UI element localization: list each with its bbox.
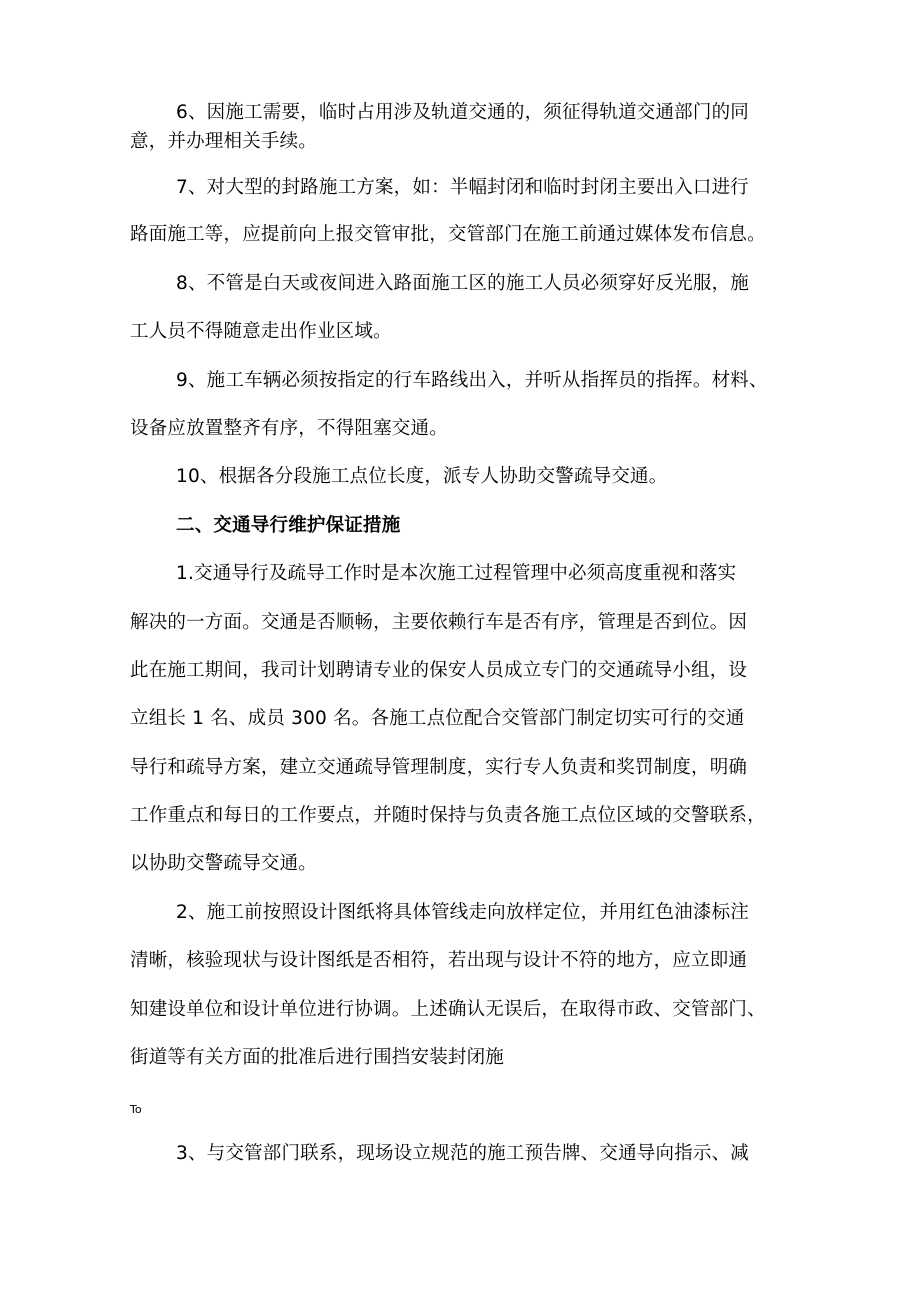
stray-text: To <box>130 1103 142 1116</box>
section-paragraph-1-line-1: 1.交通导行及疏导工作时是本次施工过程管理中必须高度重视和落实 <box>176 563 737 584</box>
paragraph-10: 10、根据各分段施工点位长度，派专人协助交警疏导交通。 <box>176 466 668 487</box>
section-paragraph-3-line-1: 3、与交管部门联系，现场设立规范的施工预告牌、交通导向指示、减 <box>176 1143 749 1164</box>
paragraph-8-line-1: 8、不管是白天或夜间进入路面施工区的施工人员必须穿好反光服，施 <box>176 273 749 294</box>
paragraph-9-line-2: 设备应放置整齐有序，不得阻塞交通。 <box>130 418 448 439</box>
section-paragraph-2-line-3: 知建设单位和设计单位进行协调。上述确认无误后，在取得市政、交管部门、 <box>130 999 766 1020</box>
section-paragraph-2-line-2: 清晰，核验现状与设计图纸是否相符，若出现与设计不符的地方，应立即通 <box>130 950 748 971</box>
section-paragraph-1-line-4: 立组长 1 名、成员 300 名。各施工点位配合交管部门制定切实可行的交通 <box>130 708 745 729</box>
section-paragraph-2-line-1: 2、施工前按照设计图纸将具体管线走向放样定位，并用红色油漆标注 <box>176 902 749 923</box>
paragraph-9-line-1: 9、施工车辆必须按指定的行车路线出入，并听从指挥员的指挥。材料、 <box>176 370 768 391</box>
paragraph-6-line-2: 意，并办理相关手续。 <box>130 131 318 152</box>
section-paragraph-1-line-6: 工作重点和每日的工作要点，并随时保持与负责各施工点位区域的交警联系， <box>130 805 766 826</box>
section-paragraph-1-line-7: 以协助交警疏导交通。 <box>130 853 318 874</box>
section-paragraph-1-line-5: 导行和疏导方案，建立交通疏导管理制度，实行专人负责和奖罚制度，明确 <box>130 757 748 778</box>
paragraph-7-line-1: 7、对大型的封路施工方案，如：半幅封闭和临时封闭主要出入口进行 <box>176 177 749 198</box>
section-paragraph-2-line-4: 街道等有关方面的批准后进行围挡安装封闭施 <box>130 1047 505 1068</box>
section-paragraph-1-line-2: 解决的一方面。交通是否顺畅，主要依赖行车是否有序，管理是否到位。因 <box>130 612 748 633</box>
paragraph-8-line-2: 工人员不得随意走出作业区域。 <box>130 321 392 342</box>
section-heading: 二、交通导行维护保证措施 <box>176 515 401 536</box>
section-paragraph-1-line-3: 此在施工期间，我司计划聘请专业的保安人员成立专门的交通疏导小组，设 <box>130 660 748 681</box>
paragraph-6-line-1: 6、因施工需要，临时占用涉及轨道交通的，须征得轨道交通部门的同 <box>176 102 749 123</box>
paragraph-7-line-2: 路面施工等，应提前向上报交管审批，交管部门在施工前通过媒体发布信息。 <box>130 224 766 245</box>
